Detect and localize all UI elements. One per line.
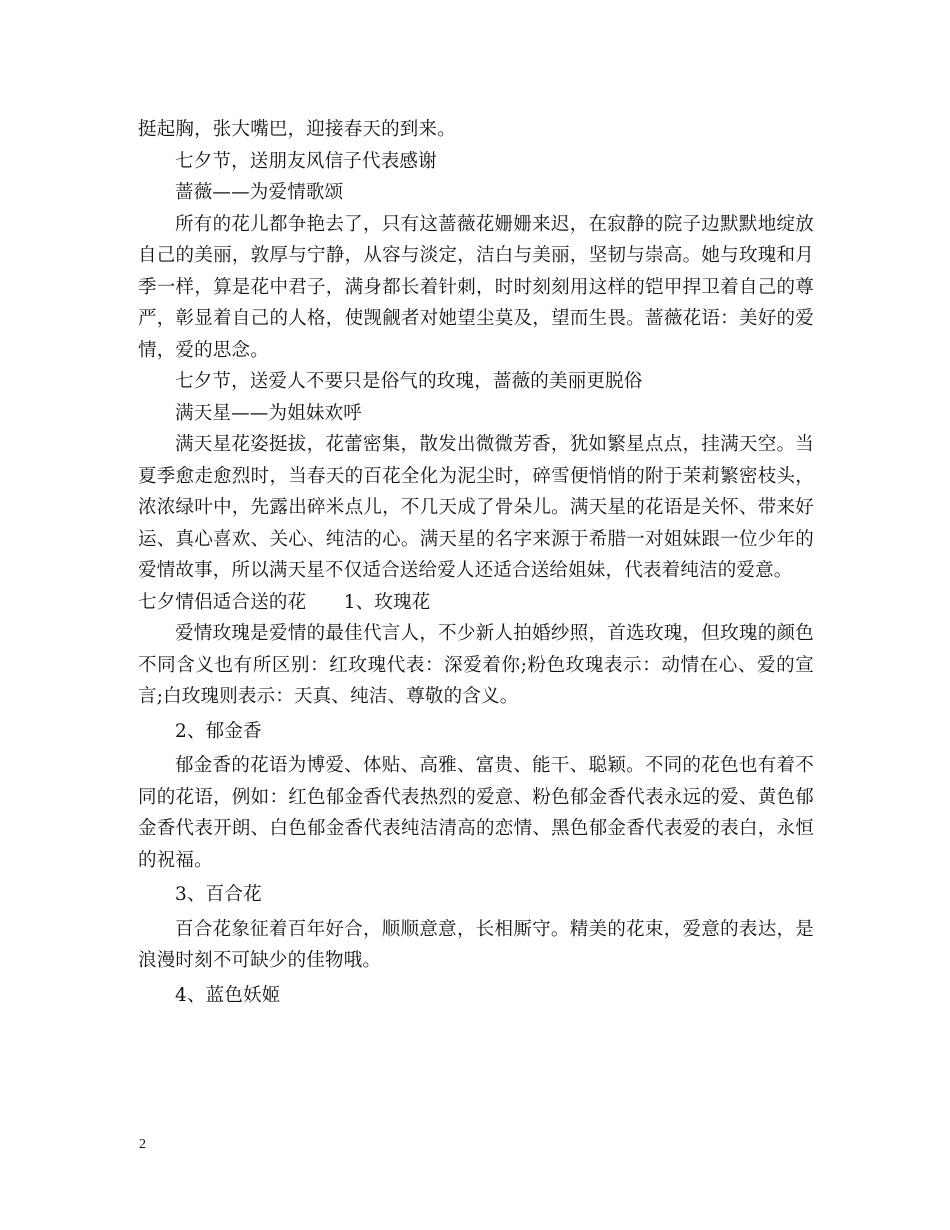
subheading-blue-rose: 4、蓝色妖姬 [175, 984, 281, 1006]
paragraph-continuation: 挺起胸，张大嘴巴，迎接春天的到来。 [138, 119, 456, 140]
subheading-lover-gift: 七夕节，送爱人不要只是俗气的玫瑰，蔷薇的美丽更脱俗 [175, 371, 643, 392]
paragraph-babys-breath: 满天星花姿挺拔，花蕾密集，散发出微微芳香，犹如繁星点点，挂满天空。当夏季愈走愈烈时，当春天的百花全化为泥尘时，碎雪便悄悄的附于茉莉繁密枝头，浓浓绿叶中，先露出碎米点儿，不几天成了骨朵儿。满天星的花语是关怀、带来好运、真心喜欢、关心、纯洁的心。满天星的名字来源于希腊一对姐妹跟一位少年的爱情故事，所以满天星不仅适合送给爱人还适合送给姐妹，代表着纯洁的爱意。 [138, 434, 814, 581]
subheading-babys-breath: 满天星——为姐妹欢呼 [175, 402, 363, 424]
subheading-rose-bush: 蔷薇——为爱情歌颂 [175, 182, 344, 203]
paragraph-tulip: 郁金香的花语为博爱、体贴、高雅、富贵、能干、聪颖。不同的花色也有着不同的花语，例如：红色郁金香代表热烈的爱意、粉色郁金香代表永远的爱、黄色郁金香代表开朗、白色郁金香代表纯洁清高的恋情、黑色郁金香代表爱的表白，永恒的祝福。 [138, 755, 814, 871]
subheading-couple-flowers: 七夕情侣适合送的花 1、玫瑰花 [138, 591, 431, 613]
subheading-hyacinth: 七夕节，送朋友风信子代表感谢 [175, 150, 437, 172]
paragraph-rose-bush: 所有的花儿都争艳去了，只有这蔷薇花姗姗来迟，在寂静的院子边默默地绽放自己的美丽，敦厚与宁静，从容与淡定，洁白与美丽，坚韧与崇高。她与玫瑰和月季一样，算是花中君子，满身都长着针刺，时时刻刻用这样的铠甲捍卫着自己的尊严，彰显着自己的人格，使觊觎者对她望尘莫及，望而生畏。蔷薇花语：美好的爱情，爱的思念。 [138, 213, 814, 361]
subheading-tulip: 2、郁金香 [175, 720, 262, 742]
paragraph-rose: 爱情玫瑰是爱情的最佳代言人，不少新人拍婚纱照，首选玫瑰，但玫瑰的颜色不同含义也有所区别：红玫瑰代表：深爱着你;粉色玫瑰表示：动情在心、爱的宣言;白玫瑰则表示：天真、纯洁、尊敬的含义。 [138, 623, 814, 707]
paragraph-lily: 百合花象征着百年好合，顺顺意意，长相厮守。精美的花束，爱意的表达，是浪漫时刻不可缺少的佳物哦。 [138, 918, 814, 971]
page-number: 2 [139, 1137, 146, 1152]
document-body [138, 114, 814, 1011]
subheading-lily: 3、百合花 [175, 884, 262, 905]
